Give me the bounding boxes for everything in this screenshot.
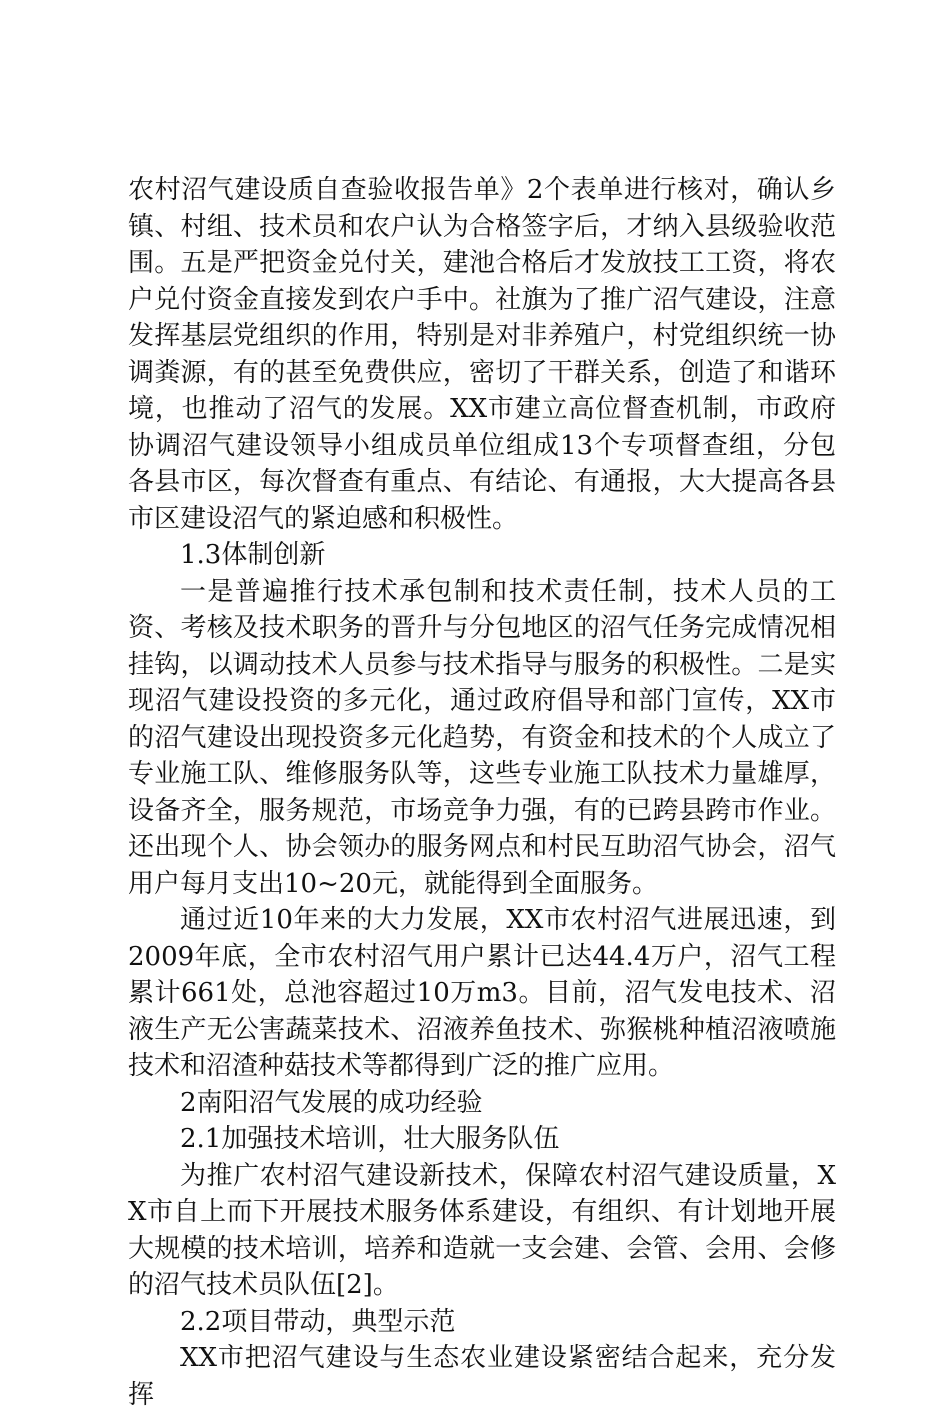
paragraph-system-innovation: 一是普遍推行技术承包制和技术责任制，技术人员的工资、考核及技术职务的晋升与分包地区的沼气任务完成情况相挂钩，以调动技术人员参与技术指导与服务的积极性。二是实现沼气建设投资的多元化，通过政府倡导和部门宣传，XX市的沼气建设出现投资多元化趋势，有资金和技术的个人成立了专业施工队、维修服务队等，这些专业施工队技术力量雄厚，设备齐全，服务规范，市场竞争力强，有的已跨县跨市作业。还出现个人、协会领办的服务网点和村民互助沼气协会，沼气用户每月支出10~20元，就能得到全面服务。 bbox=[128, 576, 836, 899]
section-heading-1-3: 1.3体制创新 bbox=[180, 540, 326, 570]
section-heading-2-2: 2.2项目带动，典型示范 bbox=[180, 1306, 456, 1337]
document-body bbox=[128, 172, 836, 1413]
paragraph-technical-training: 为推广农村沼气建设新技术，保障农村沼气建设质量，XX市自上而下开展技术服务体系建设，有组织、有计划地开展大规模的技术培训，培养和造就一支会建、会管、会用、会修的沼气技术员队伍[2]。 bbox=[128, 1160, 836, 1300]
section-heading-2-1: 2.1加强技术培训，壮大服务队伍 bbox=[180, 1124, 560, 1154]
section-heading-2: 2南阳沼气发展的成功经验 bbox=[180, 1087, 483, 1118]
paragraph-project-demonstration: XX市把沼气建设与生态农业建设紧密结合起来，充分发挥 bbox=[128, 1343, 836, 1410]
paragraph-acceptance-inspection: 农村沼气建设质自查验收报告单》2个表单进行核对，确认乡镇、村组、技术员和农户认为合格签字后，才纳入县级验收范围。五是严把资金兑付关，建池合格后才发放技工工资，将农户兑付资金直接发到农户手中。社旗为了推广沼气建设，注意发挥基层党组织的作用，特别是对非养殖户，村党组织统一协调粪源，有的甚至免费供应，密切了干群关系，创造了和谐环境，也推动了沼气的发展。XX市建立高位督查机制，市政府协调沼气建设领导小组成员单位组成13个专项督查组，分包各县市区，每次督查有重点、有结论、有通报，大大提高各县市区建设沼气的紧迫感和积极性。 bbox=[128, 175, 836, 534]
paragraph-development-results: 通过近10年来的大力发展，XX市农村沼气进展迅速，到2009年底，全市农村沼气用户累计已达44.4万户，沼气工程累计661处，总池容超过10万m3。目前，沼气发电技术、沼液生产无公害蔬菜技术、沼液养鱼技术、弥猴桃种植沼液喷施技术和沼渣种菇技术等都得到广泛的推广应用。 bbox=[128, 905, 836, 1081]
